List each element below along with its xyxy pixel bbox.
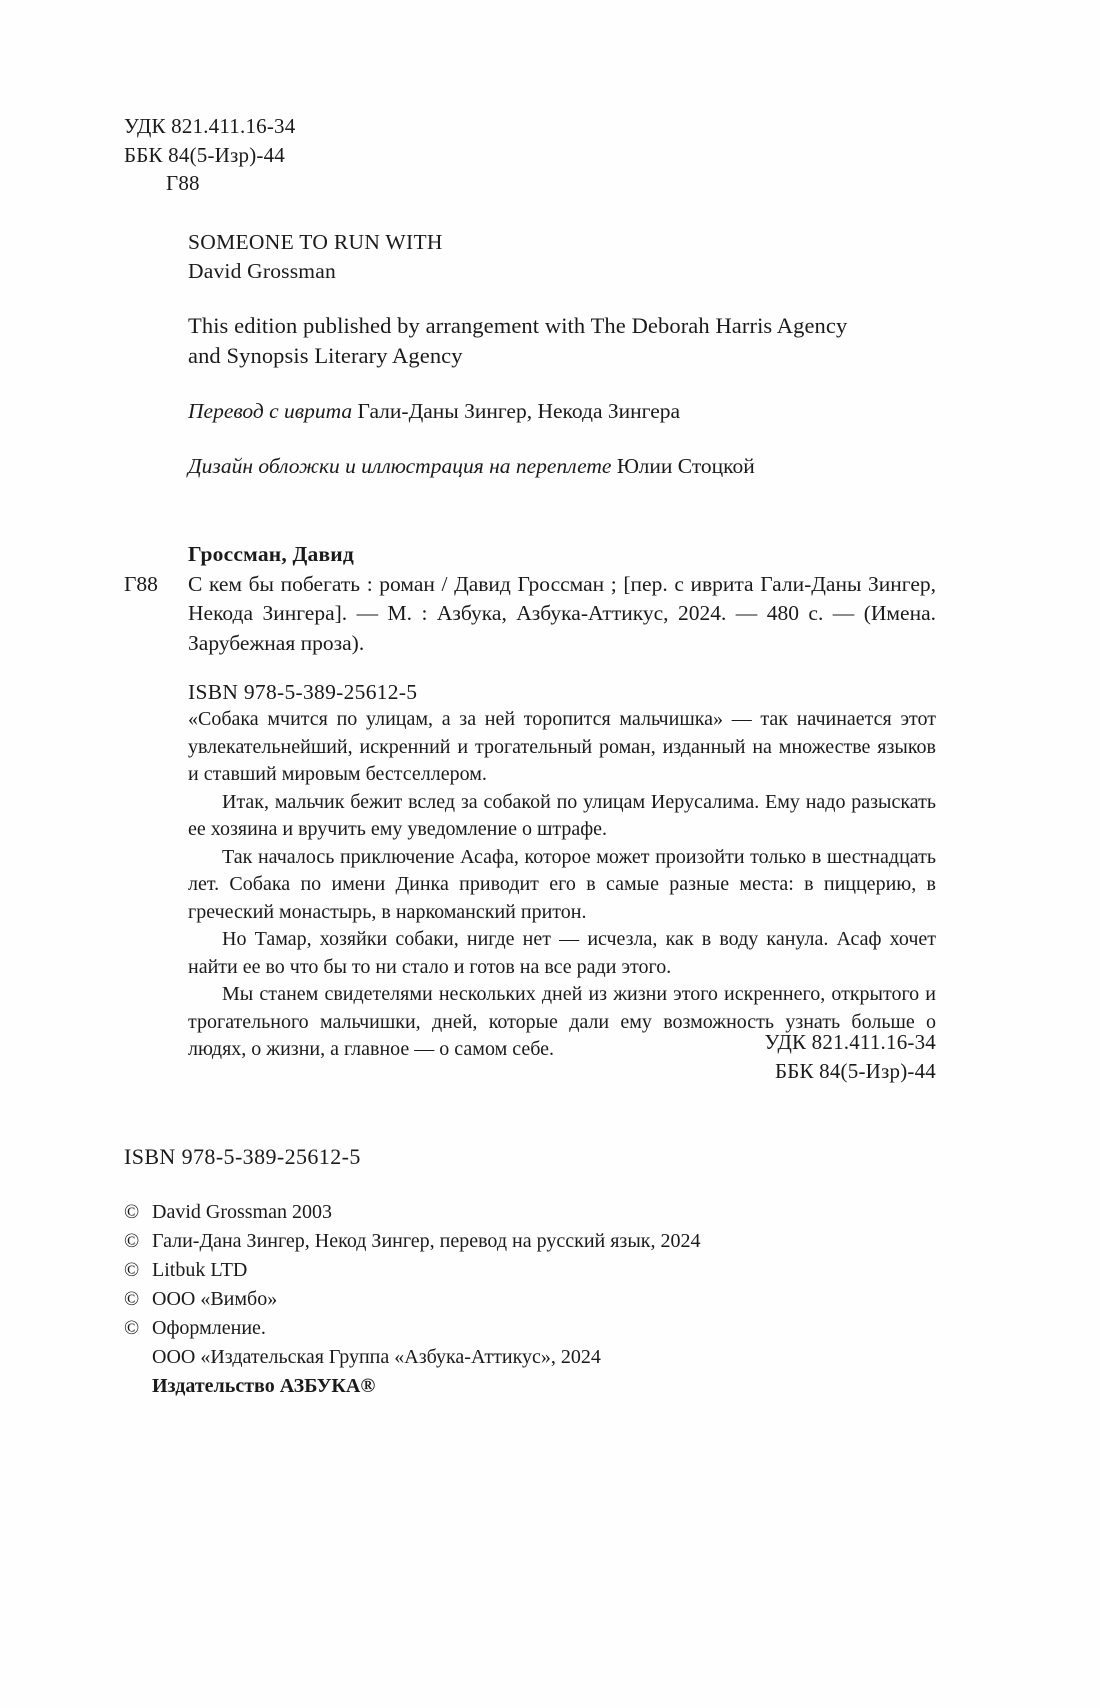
- index-code: Г88: [166, 171, 200, 195]
- arrangement-line-2: and Synopsis Literary Agency: [188, 343, 463, 368]
- udk-code-repeat: УДК 821.411.16-34: [764, 1030, 936, 1054]
- copyright-line: [124, 1198, 700, 1227]
- cip-index-code: Г88: [124, 571, 158, 596]
- cip-description: С кем бы побегать : роман / Давид Гроссман ; [пер. с иврита Гали-Даны Зингер, Некода Зингера]. — М. : Азбука, Азбука-Аттикус, 2024. — 480 с. — (Имена. Зарубежная проза).: [188, 571, 936, 655]
- imprint-line: Издательство АЗБУКА®: [152, 1375, 376, 1397]
- original-edition-block: [188, 228, 948, 481]
- copyright-line: [124, 1285, 700, 1314]
- translation-credit: [188, 397, 948, 426]
- udk-code: УДК 821.411.16-34: [124, 114, 296, 138]
- cip-card: [124, 540, 936, 708]
- annotation-paragraph: Мы станем свидетелями нескольких дней из жизни этого искреннего, открытого и трогательного мальчишки, дней, которые дали ему возможность узнать больше о людях, о жизни, а главное — о самом себе.: [188, 983, 936, 1060]
- copyright-block: [124, 1198, 700, 1401]
- copyright-line-text: Litbuk LTD: [152, 1259, 248, 1281]
- copyright-line-text: ООО «Вимбо»: [152, 1288, 278, 1310]
- copyright-line: [124, 1256, 700, 1285]
- arrangement-note: [188, 311, 948, 371]
- copyright-icon: ©: [124, 1201, 140, 1223]
- cover-names: Юлии Стоцкой: [616, 454, 755, 478]
- arrangement-line-1: This edition published by arrangement with The Deborah Harris Agency: [188, 313, 848, 338]
- annotation-text: [188, 706, 936, 1064]
- copyright-line-text: Оформление.: [152, 1317, 266, 1339]
- publisher-line: ООО «Издательская Группа «Азбука-Аттикус», 2024: [152, 1346, 601, 1368]
- annotation-paragraph: Но Тамар, хозяйки собаки, нигде нет — исчезла, как в воду канула. Асаф хочет найти ее во что бы то ни стало и готов на все ради этого.: [188, 928, 936, 978]
- cip-isbn: ISBN 978-5-389-25612-5: [188, 680, 418, 704]
- copyright-line-text: Гали-Дана Зингер, Некод Зингер, перевод на русский язык, 2024: [152, 1230, 701, 1252]
- translation-label: Перевод с иврита: [188, 399, 353, 423]
- copyright-icon: ©: [124, 1288, 140, 1310]
- copyright-icon: ©: [124, 1317, 140, 1339]
- annotation-paragraph: Так началось приключение Асафа, которое может произойти только в шестнадцать лет. Собака по имени Динка приводит его в самые разные места: в пиццерию, в греческий монастырь, в наркоманский притон.: [188, 845, 936, 923]
- copyright-icon: ©: [124, 1259, 140, 1281]
- copyright-line: [124, 1227, 700, 1256]
- cip-author: Гроссман, Давид: [188, 542, 354, 566]
- copyright-line: [124, 1314, 700, 1343]
- classification-codes: [124, 112, 295, 198]
- copyright-icon: ©: [124, 1230, 140, 1252]
- bbk-code-repeat: ББК 84(5-Изр)-44: [774, 1058, 936, 1083]
- annotation-paragraph: «Собака мчится по улицам, а за ней торопится мальчишка» — так начинается этот увлекательнейший, искренний и трогательный роман, изданный на множестве языков и ставший мировым бестселлером.: [188, 708, 936, 785]
- classification-codes-repeat: [188, 1028, 936, 1085]
- bbk-code: ББК 84(5-Изр)-44: [124, 142, 286, 167]
- original-author: David Grossman: [188, 259, 336, 283]
- cover-credit: [188, 452, 948, 481]
- copyright-line-text: David Grossman 2003: [152, 1201, 332, 1223]
- translation-names: Гали-Даны Зингер, Некода Зингера: [357, 399, 681, 423]
- annotation-paragraph: Итак, мальчик бежит вслед за собакой по улицам Иерусалима. Ему надо разыскать ее хозяина и вручить ему уведомление о штрафе.: [188, 790, 936, 840]
- cover-label: Дизайн обложки и иллюстрация на переплете: [188, 454, 612, 478]
- isbn-bottom: ISBN 978-5-389-25612-5: [124, 1144, 361, 1169]
- original-title: SOMEONE TO RUN WITH: [188, 230, 443, 254]
